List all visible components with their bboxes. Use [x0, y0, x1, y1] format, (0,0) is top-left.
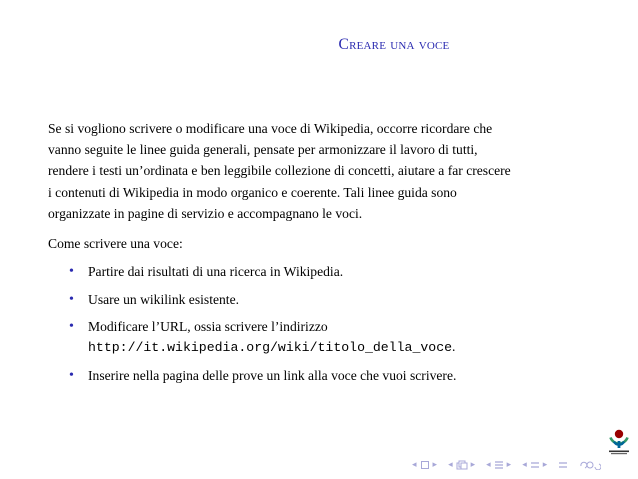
url-period: . [452, 339, 456, 354]
nav-search-icon[interactable] [579, 459, 601, 471]
nav-next-frame-icon[interactable]: ▸ [432, 460, 438, 470]
list-item [66, 262, 456, 282]
bullet-list [66, 262, 456, 393]
wikimedia-logo-icon [606, 428, 632, 456]
bullet-text: Modificare l’URL, ossia scrivere l’indirizzo [88, 319, 328, 334]
bullet-text: Usare un wikilink esistente. [88, 291, 240, 307]
nav-next-section-icon[interactable]: ▸ [506, 460, 512, 470]
paragraph-line: Se si vogliono scrivere o modificare una voce di Wikipedia, occorre ricordare che [48, 121, 493, 136]
list-item [66, 290, 456, 310]
bullet-dot-icon: • [69, 264, 74, 279]
url-line [88, 337, 456, 358]
paragraph-line: vanno seguite le linee guida generali, pensate per armonizzare il lavoro di tutti, [48, 142, 478, 158]
nav-section-icon[interactable] [494, 459, 504, 471]
nav-prev-section-icon[interactable]: ◂ [486, 460, 491, 470]
bullet-dot-icon: • [69, 367, 74, 383]
nav-next-subsection-icon[interactable]: ▸ [470, 460, 476, 470]
bullet-dot-icon: • [69, 319, 74, 334]
nav-subsection-icon[interactable] [456, 459, 468, 471]
bullet-text: Inserire nella pagina delle prove un link alla voce che vuoi scrivere. [88, 367, 457, 383]
beamer-navigation-bar [412, 458, 601, 472]
slide-title: Creare una voce [338, 36, 450, 53]
nav-slide-icon[interactable] [530, 459, 540, 471]
bullet-text: Partire dai risultati di una ricerca in Wikipedia. [88, 264, 344, 279]
list-item [66, 317, 456, 358]
nav-next-slide-icon[interactable]: ▸ [542, 460, 548, 470]
bullet-dot-icon: • [69, 291, 74, 307]
nav-appendix-icon[interactable] [558, 459, 568, 471]
nav-prev-subsection-icon[interactable]: ◂ [448, 460, 453, 470]
paragraph-line: rendere i testi un’ordinata e ben leggibile collezione di concetti, aiutare a far crescere [48, 163, 511, 179]
intro-paragraph [48, 118, 608, 224]
list-item [66, 366, 456, 386]
paragraph-line: organizzate in pagine di servizio e accompagnano le voci. [48, 205, 363, 221]
example-url: http://it.wikipedia.org/wiki/titolo_della_voce [88, 340, 453, 355]
nav-prev-slide-icon[interactable]: ◂ [522, 460, 527, 470]
nav-prev-frame-icon[interactable]: ◂ [412, 460, 417, 470]
how-to-heading: Come scrivere una voce: [48, 236, 183, 251]
nav-frame-icon[interactable] [420, 459, 430, 471]
paragraph-line: i contenuti di Wikipedia in modo organico e coerente. Tali linee guida sono [48, 184, 457, 200]
